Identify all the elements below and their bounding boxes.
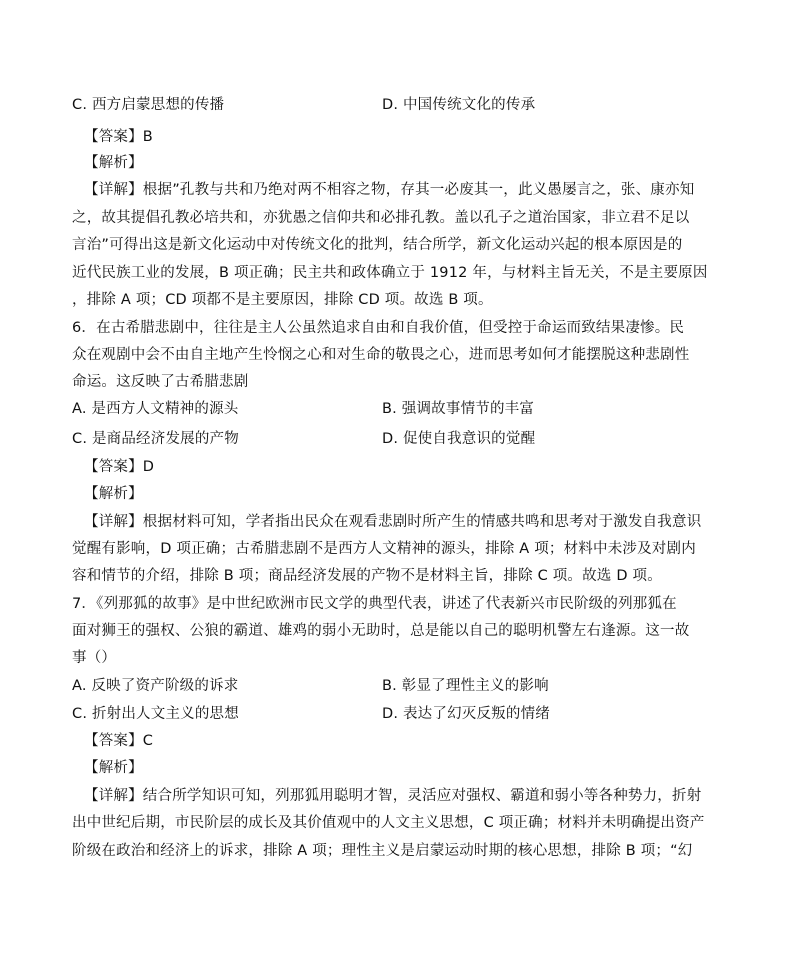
q5-detail-line: 言治”可得出这是新文化运动中对传统文化的批判，结合所学，新文化运动兴起的根本原因是的	[72, 237, 683, 253]
q5-detail-line: 之，故其提倡孔教必培共和，亦犹愚之信仰共和必排孔教。盖以孔子之道治国家，非立君不足以	[72, 210, 690, 226]
q5-analysis-label: 【解析】	[84, 155, 143, 171]
q5-detail-line: 【详解】根据”孔教与共和乃绝对两不相容之物，存其一必废其一，此义愚屡言之，张、康亦知	[84, 182, 695, 198]
q6-option-d: D. 促使自我意识的觉醒	[382, 431, 536, 447]
q6-option-c: C. 是商品经济发展的产物	[72, 431, 239, 447]
q6-analysis-label: 【解析】	[84, 486, 143, 502]
q7-option-d: D. 表达了幻灭反叛的情绪	[382, 706, 550, 722]
q6-detail-line: 觉醒有影响，D 项正确；古希腊悲剧不是西方人文精神的源头，排除 A 项；材料中未涉及对剧内	[72, 541, 696, 557]
q6-stem-line: 命运。这反映了古希腊悲剧	[72, 374, 249, 390]
q7-detail-line: 【详解】结合所学知识可知，列那狐用聪明才智，灵活应对强权、霸道和弱小等各种势力，折射	[84, 788, 702, 804]
q6-stem-line: 众在观剧中会不由自主地产生怜悯之心和对生命的敬畏之心，进而思考如何才能摆脱这种悲剧性	[72, 347, 690, 363]
q7-option-a: A. 反映了资产阶级的诉求	[72, 678, 239, 694]
q6-detail-line: 容和情节的介绍，排除 B 项；商品经济发展的产物不是材料主旨，排除 C 项。故选 D 项。	[72, 568, 662, 584]
q6-detail-line: 【详解】根据材料可知，学者指出民众在观看悲剧时所产生的情感共鸣和思考对于激发自我意识	[84, 514, 702, 530]
q6-stem-line: 6．在古希腊悲剧中，往往是主人公虽然追求自由和自我价值，但受控于命运而致结果凄惨。民	[72, 320, 685, 336]
q7-option-c: C. 折射出人文主义的思想	[72, 706, 239, 722]
q7-answer: 【答案】C	[84, 733, 154, 749]
q5-option-d: D. 中国传统文化的传承	[382, 97, 536, 113]
q7-stem-line: 事（）	[72, 650, 117, 666]
q7-option-b: B. 彰显了理性主义的影响	[382, 678, 549, 694]
q5-detail-line: 近代民族工业的发展，B 项正确；民主共和政体确立于 1912 年，与材料主旨无关，不是主要原因	[72, 265, 708, 281]
q7-stem-line: 面对狮王的强权、公狼的霸道、雄鸡的弱小无助时，总是能以自己的聪明机警左右逢源。这一故	[72, 623, 690, 639]
q7-detail-line: 出中世纪后期，市民阶层的成长及其价值观中的人文主义思想，C 项正确；材料并未明确提出资产	[72, 815, 705, 831]
q5-option-c: C. 西方启蒙思想的传播	[72, 97, 225, 113]
q6-answer: 【答案】D	[84, 459, 155, 475]
q7-analysis-label: 【解析】	[84, 760, 143, 776]
q5-answer: 【答案】B	[84, 129, 153, 145]
q6-option-a: A. 是西方人文精神的源头	[72, 401, 239, 417]
q7-stem-line: 7．《列那狐的故事》是中世纪欧洲市民文学的典型代表，讲述了代表新兴市民阶级的列那狐在	[72, 596, 677, 612]
q6-option-b: B. 强调故事情节的丰富	[382, 401, 535, 417]
q5-detail-line: ，排除 A 项；CD 项都不是主要原因，排除 CD 项。故选 B 项。	[72, 292, 493, 308]
q7-detail-line: 阶级在政治和经济上的诉求，排除 A 项；理性主义是启蒙运动时期的核心思想，排除 B 项；“幻	[72, 843, 693, 859]
